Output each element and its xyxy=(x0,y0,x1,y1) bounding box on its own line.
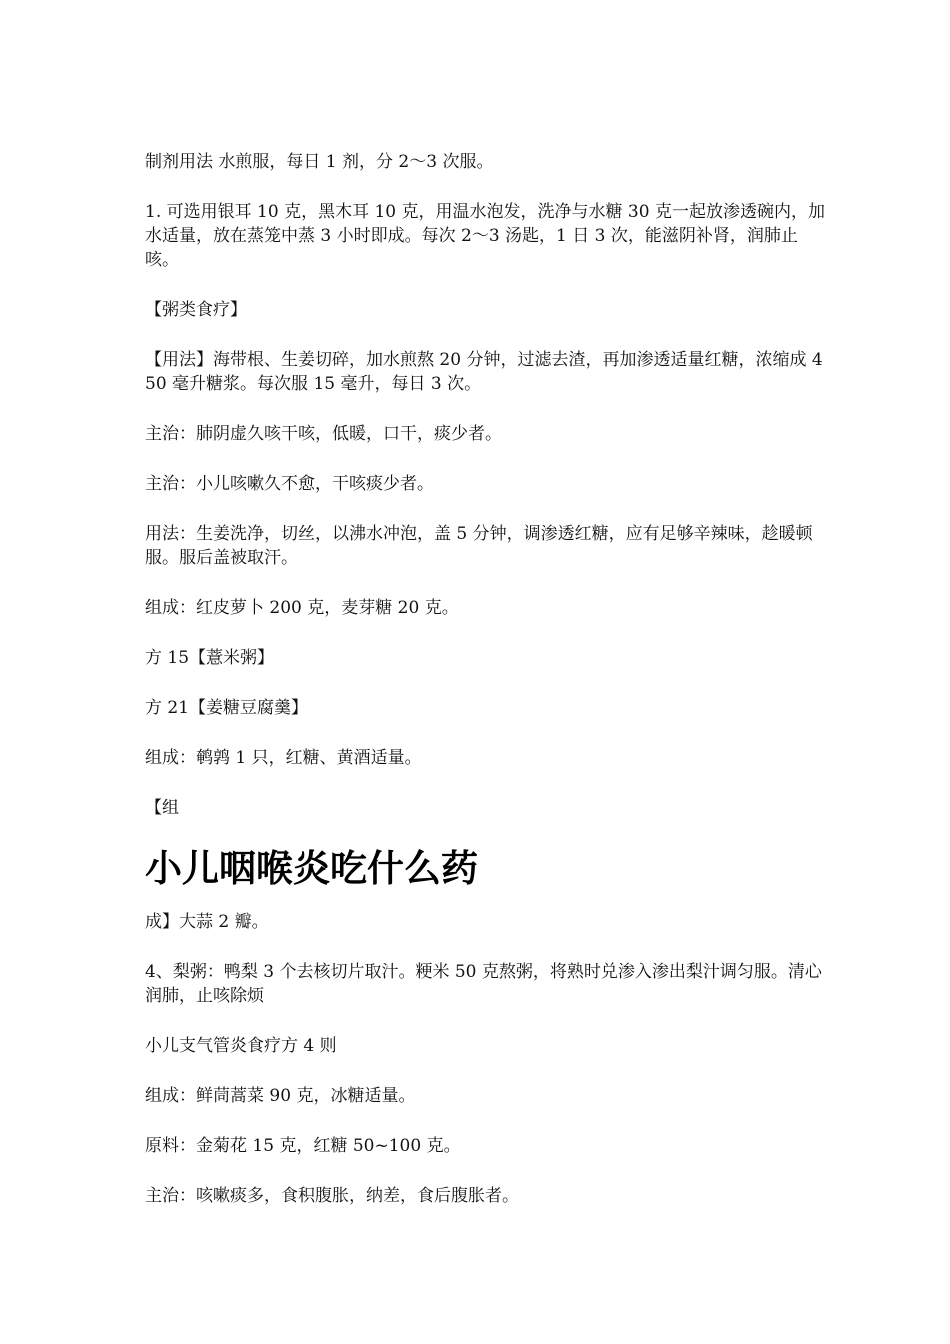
paragraph-tremella: 1. 可选用银耳 10 克，黑木耳 10 克，用温水泡发，洗净与水糖 30 克一起放渗透碗内，加水适量，放在蒸笼中蒸 3 小时即成。每次 2～3 汤匙，1 日 3 次，能滋阴补肾，润肺止咳。 xyxy=(145,202,825,270)
paragraph-quail-composition: 组成：鹌鹑 1 只，红糖、黄酒适量。 xyxy=(145,748,422,768)
paragraph-radish-composition: 组成：红皮萝卜 200 克，麦芽糖 20 克。 xyxy=(145,598,459,618)
paragraph-indication-child: 主治：小儿咳嗽久不愈，干咳痰少者。 xyxy=(145,474,434,494)
paragraph-chrysanthemum: 原料：金菊花 15 克，红糖 50~100 克。 xyxy=(145,1136,461,1156)
paragraph-pear-porridge: 4、梨粥：鸭梨 3 个去核切片取汁。粳米 50 克熬粥，将熟时兑渗入渗出梨汁调匀服。清心润肺，止咳除烦 xyxy=(145,962,822,1006)
paragraph-ginger-usage: 用法：生姜洗净，切丝，以沸水冲泡，盖 5 分钟，调渗透红糖，应有足够辛辣味，趁暖顿服。服后盖被取汗。 xyxy=(145,524,813,568)
paragraph-recipe-21: 方 21【姜糖豆腐羹】 xyxy=(145,698,309,718)
paragraph-bronchitis-title: 小儿支气管炎食疗方 4 则 xyxy=(145,1036,337,1056)
paragraph-fragment-start: 【组 xyxy=(145,798,179,818)
document-body xyxy=(145,150,825,1234)
paragraph-kelp-usage: 【用法】海带根、生姜切碎，加水煎熬 20 分钟，过滤去渣，再加渗透适量红糖，浓缩成 450 毫升糖浆。每次服 15 毫升，每日 3 次。 xyxy=(145,350,823,394)
paragraph-indication-cough: 主治：咳嗽痰多，食积腹胀，纳差，食后腹胀者。 xyxy=(145,1186,519,1206)
paragraph-fragment-end: 成】大蒜 2 瓣。 xyxy=(145,912,269,932)
paragraph-usage: 制剂用法 水煎服，每日 1 剂，分 2～3 次服。 xyxy=(145,152,494,172)
paragraph-crown-daisy: 组成：鲜茼蒿菜 90 克，冰糖适量。 xyxy=(145,1086,416,1106)
paragraph-indication-lung: 主治：肺阴虚久咳干咳，低暖，口干，痰少者。 xyxy=(145,424,502,444)
paragraph-porridge-section: 【粥类食疗】 xyxy=(145,300,247,320)
page-title: 小儿咽喉炎吃什么药 xyxy=(145,847,478,890)
paragraph-recipe-15: 方 15【薏米粥】 xyxy=(145,648,275,668)
